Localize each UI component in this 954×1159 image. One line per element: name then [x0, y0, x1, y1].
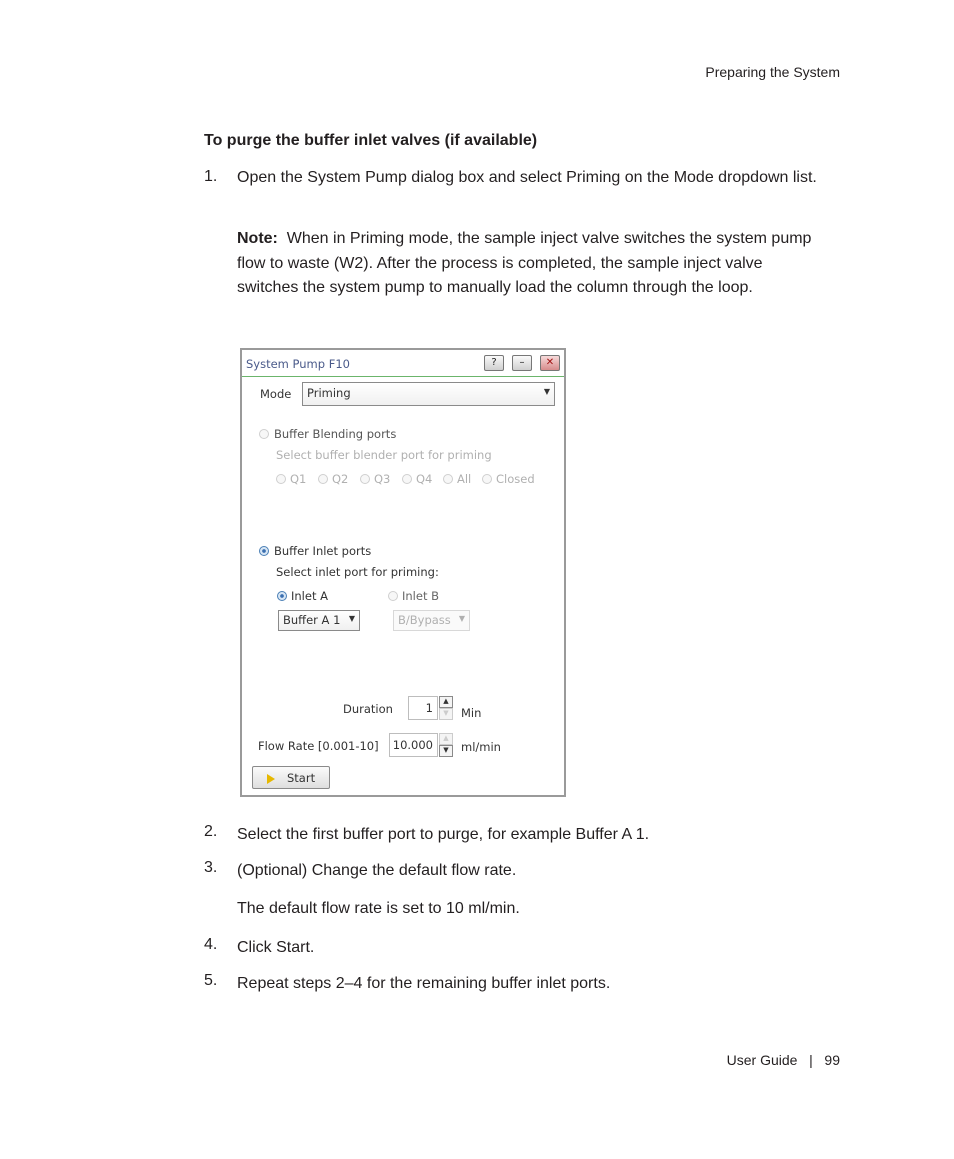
inlet-b-value: B/Bypass: [398, 613, 451, 627]
page-number: 99: [824, 1052, 840, 1068]
inlet-ports-radio[interactable]: [259, 546, 269, 556]
flow-down-button[interactable]: ▼: [439, 745, 453, 757]
inlet-b-label: Inlet B: [402, 589, 440, 603]
duration-input[interactable]: 1: [408, 696, 438, 720]
dialog-title: System Pump F10: [246, 357, 350, 371]
system-pump-dialog: [240, 348, 566, 797]
note: [237, 227, 817, 301]
start-label: Start: [287, 771, 316, 785]
step-number: 3.: [204, 859, 218, 876]
inlet-ports-label: Buffer Inlet ports: [274, 544, 372, 558]
all-radio[interactable]: [443, 474, 453, 484]
step-number: 4.: [204, 936, 218, 953]
step-text: (Optional) Change the default flow rate.: [237, 862, 517, 879]
step-number: 1.: [204, 168, 218, 185]
step-number: 5.: [204, 972, 218, 989]
duration-label: Duration: [343, 702, 393, 716]
start-button[interactable]: [252, 766, 330, 789]
mode-dropdown[interactable]: [302, 382, 555, 406]
duration-down-button[interactable]: ▼: [439, 708, 453, 720]
blending-radio[interactable]: [259, 429, 269, 439]
q3-label: Q3: [374, 472, 391, 486]
flow-up-button[interactable]: ▲: [439, 733, 453, 745]
flow-rate-input[interactable]: 10.000: [389, 733, 438, 757]
page-footer: [660, 1052, 840, 1068]
step-text: Select the first buffer port to purge, for example Buffer A 1.: [237, 826, 650, 843]
footer-guide: User Guide: [726, 1052, 798, 1068]
inlet-b-dropdown[interactable]: [393, 610, 470, 631]
inlet-hint: Select inlet port for priming:: [276, 565, 439, 579]
duration-up-button[interactable]: ▲: [439, 696, 453, 708]
inlet-a-radio[interactable]: [277, 591, 287, 601]
footer-separator: |: [809, 1052, 813, 1068]
inlet-b-radio[interactable]: [388, 591, 398, 601]
inlet-a-dropdown[interactable]: [278, 610, 360, 631]
mode-value: Priming: [307, 386, 351, 400]
q3-radio[interactable]: [360, 474, 370, 484]
duration-unit: Min: [461, 706, 482, 720]
closed-label: Closed: [496, 472, 535, 486]
all-label: All: [457, 472, 472, 486]
q1-radio[interactable]: [276, 474, 286, 484]
inlet-a-value: Buffer A 1: [283, 613, 341, 627]
help-button[interactable]: ?: [484, 355, 504, 371]
flow-rate-label: Flow Rate [0.001-10]: [258, 739, 379, 753]
step-text: Open the System Pump dialog box and select Priming on the Mode dropdown list.: [237, 169, 817, 186]
q4-radio[interactable]: [402, 474, 412, 484]
mode-label: Mode: [260, 387, 292, 401]
q2-label: Q2: [332, 472, 349, 486]
q2-radio[interactable]: [318, 474, 328, 484]
q1-label: Q1: [290, 472, 307, 486]
note-text: When in Priming mode, the sample inject valve switches the system pump flow to waste (W2). After the process is completed, the sample inject valve switches the system pump to manually load the column through the loop.: [237, 230, 812, 296]
play-icon: [267, 774, 275, 784]
step-text: Repeat steps 2–4 for the remaining buffer inlet ports.: [237, 975, 611, 992]
chevron-down-icon: ▼: [543, 387, 550, 396]
flow-rate-unit: ml/min: [461, 740, 501, 754]
step-detail: The default flow rate is set to 10 ml/min.: [237, 900, 520, 917]
step-text: Click Start.: [237, 939, 315, 956]
procedure-heading: To purge the buffer inlet valves (if available): [204, 132, 538, 149]
dialog-titlebar: [242, 350, 564, 377]
chevron-down-icon: ▼: [458, 614, 465, 623]
q4-label: Q4: [416, 472, 433, 486]
step-number: 2.: [204, 823, 218, 840]
closed-radio[interactable]: [482, 474, 492, 484]
blending-label: Buffer Blending ports: [274, 427, 397, 441]
minimize-button[interactable]: –: [512, 355, 532, 371]
blending-hint: Select buffer blender port for priming: [276, 448, 492, 462]
note-label: Note:: [237, 230, 278, 247]
running-header: Preparing the System: [705, 64, 840, 80]
chevron-down-icon: ▼: [348, 614, 355, 623]
inlet-a-label: Inlet A: [291, 589, 328, 603]
close-button[interactable]: ✕: [540, 355, 560, 371]
